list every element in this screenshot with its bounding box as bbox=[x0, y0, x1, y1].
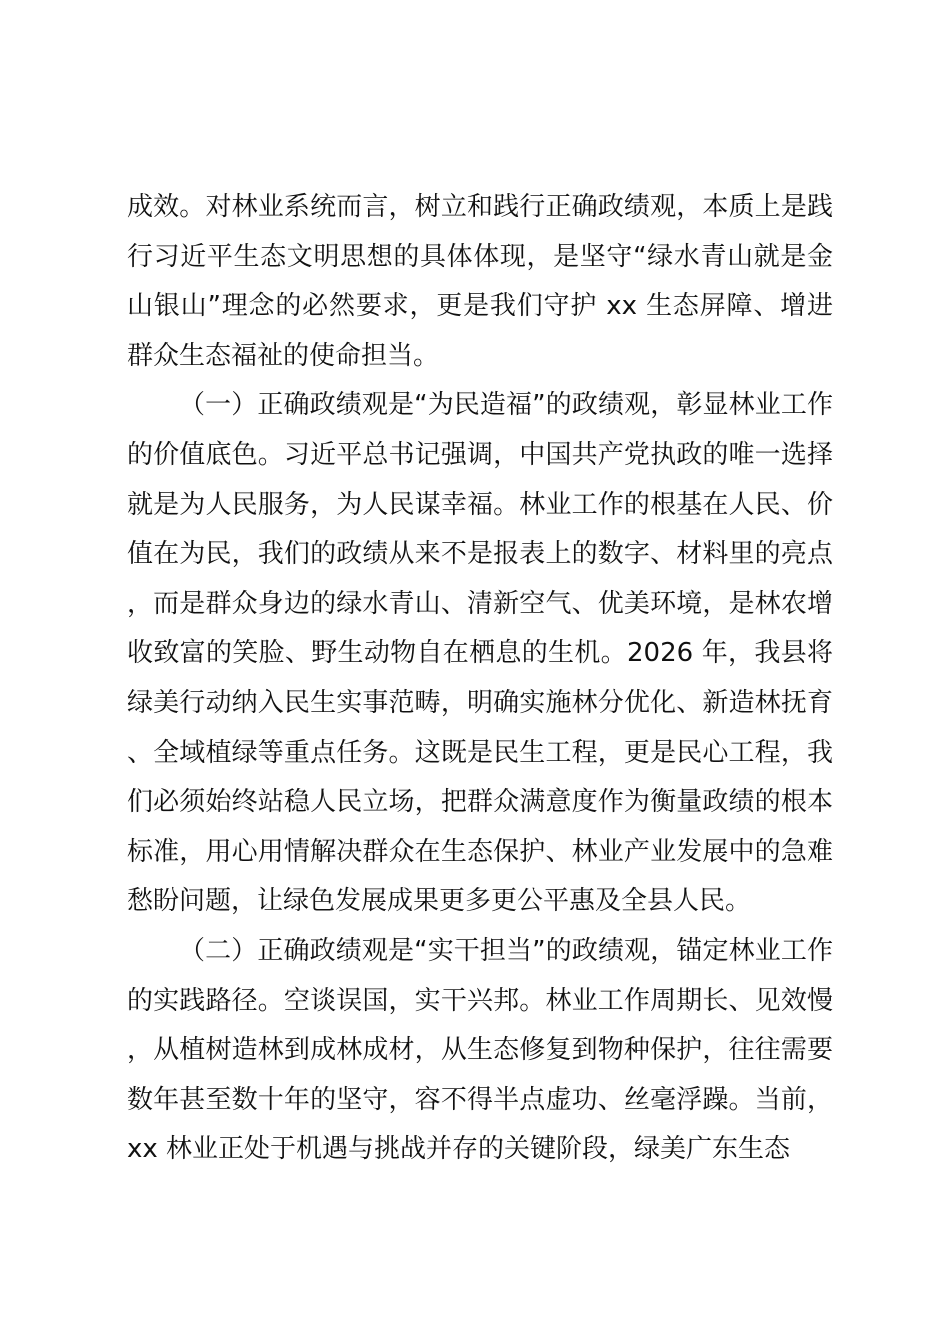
paragraph-section-one: （一）正确政绩观是“为民造福”的政绩观，彰显林业工作的价值底色。习近平总书记强调，中国共产党执政的唯一选择就是为人民服务，为人民谋幸福。林业工作的根基在人民、价值在为民，我们的政绩从来不是报表上的数字、材料里的亮点，而是群众身边的绿水青山、清新空气、优美环境，是林农增收致富的笑脸、野生动物自在栖息的生机。2026 年，我县将绿美行动纳入民生实事范畴，明确实施林分优化、新造林抚育、全域植绿等重点任务。这既是民生工程，更是民心工程，我们必须始终站稳人民立场，把群众满意度作为衡量政绩的根本标准，用心用情解决群众在生态保护、林业产业发展中的急难愁盼问题，让绿色发展成果更多更公平惠及全县人民。 bbox=[127, 390, 833, 917]
document-page bbox=[127, 183, 833, 1175]
paragraph-intro-continuation: 成效。对林业系统而言，树立和践行正确政绩观，本质上是践行习近平生态文明思想的具体体现，是坚守“绿水青山就是金山银山”理念的必然要求，更是我们守护 xx 生态屏障、增进群众生态福祉的使命担当。 bbox=[127, 192, 833, 371]
paragraph-section-two: （二）正确政绩观是“实干担当”的政绩观，锚定林业工作的实践路径。空谈误国，实干兴邦。林业工作周期长、见效慢，从植树造林到成林成材，从生态修复到物种保护，往往需要数年甚至数十年的坚守，容不得半点虚功、丝毫浮躁。当前，xx 林业正处于机遇与挑战并存的关键阶段，绿美广东生态 bbox=[127, 935, 833, 1165]
